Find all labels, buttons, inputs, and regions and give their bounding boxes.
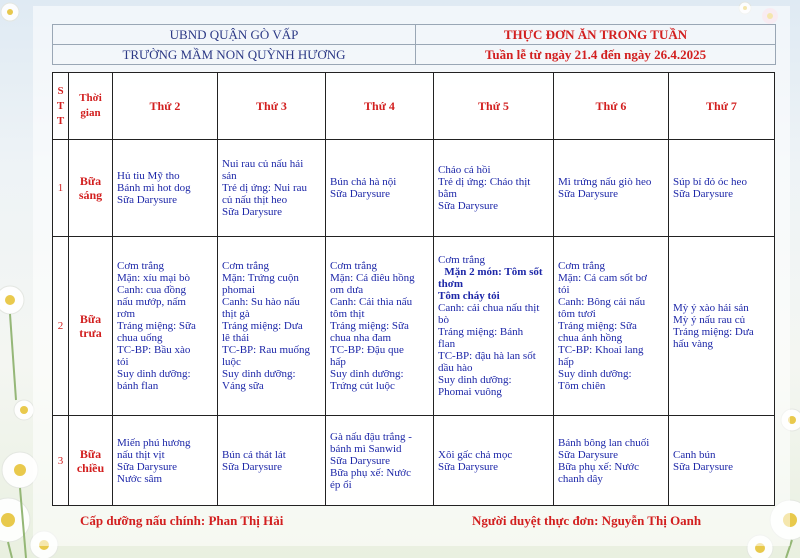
menu-line: Xôi gấc chả mọc bbox=[438, 448, 513, 461]
menu-line: Tôm chiên bbox=[558, 380, 606, 392]
menu-line: Mặn: Trứng cuộn bbox=[222, 272, 299, 284]
menu-line: Sữa Darysure bbox=[673, 188, 734, 200]
menu-line: chanh dây bbox=[558, 472, 603, 485]
menu-line: Tráng miệng: Dưa bbox=[673, 326, 754, 338]
menu-line: Canh: Su hào nấu bbox=[222, 296, 300, 308]
menu-line: Sữa Darysure bbox=[222, 460, 283, 473]
menu-line: Sữa Darysure bbox=[438, 200, 499, 212]
menu-cell bbox=[113, 140, 218, 237]
menu-line: Tôm cháy tỏi bbox=[438, 290, 500, 302]
menu-cell bbox=[434, 416, 554, 506]
menu-cell bbox=[113, 416, 218, 506]
menu-line: Tráng miệng: Sữa bbox=[117, 320, 196, 332]
menu-line: TC-BP: Rau muống bbox=[222, 344, 311, 356]
menu-line: nấu mướp, nấm bbox=[117, 296, 186, 308]
menu-line: Canh bún bbox=[673, 448, 716, 461]
district-name: UBND QUẬN GÒ VẤP bbox=[53, 25, 416, 45]
menu-line: Sữa Darysure bbox=[117, 460, 178, 473]
menu-cell bbox=[326, 237, 434, 416]
menu-line: Tráng miệng: Dưa bbox=[222, 320, 303, 332]
menu-cell bbox=[554, 237, 669, 416]
menu-cell bbox=[669, 140, 775, 237]
menu-line: Canh: Bông cải nấu bbox=[558, 296, 646, 308]
menu-line: Mì trứng nấu giò heo bbox=[558, 176, 652, 188]
meal-time: Bữa trưa bbox=[69, 237, 113, 416]
menu-line: Cơm trắng bbox=[222, 260, 270, 272]
menu-line: bánh mì Sanwid bbox=[330, 442, 402, 455]
menu-line: ép ổi bbox=[330, 478, 352, 491]
menu-line: hấp bbox=[330, 356, 346, 368]
day-header: Thứ 2 bbox=[113, 73, 218, 140]
menu-line: thơm bbox=[438, 278, 464, 290]
menu-line: Váng sữa bbox=[222, 380, 264, 392]
school-name: TRƯỜNG MẦM NON QUỲNH HƯƠNG bbox=[53, 45, 416, 65]
table-row bbox=[53, 416, 775, 506]
menu-cell bbox=[669, 416, 775, 506]
menu-line: Canh: cải chua nấu thịt bbox=[438, 302, 540, 314]
menu-line: Suy dinh dưỡng: bbox=[330, 368, 404, 380]
time-header: Thời gian bbox=[69, 73, 113, 140]
row-number: 3 bbox=[53, 416, 69, 506]
day-header: Thứ 7 bbox=[669, 73, 775, 140]
approver-signature: Người duyệt thực đơn: Nguyễn Thị Oanh bbox=[472, 513, 702, 528]
meal-time: Bữa sáng bbox=[69, 140, 113, 237]
menu-line: Suy dinh dưỡng: bbox=[117, 368, 191, 380]
menu-line: Cơm trắng bbox=[438, 254, 486, 266]
menu-line: Sữa Darysure bbox=[673, 460, 734, 473]
chef-signature: Cấp dưỡng nấu chính: Phan Thị Hải bbox=[80, 513, 284, 528]
menu-line: bánh flan bbox=[117, 380, 159, 392]
week-range: Tuần lễ từ ngày 21.4 đến ngày 26.4.2025 bbox=[416, 45, 776, 65]
menu-cell bbox=[113, 237, 218, 416]
menu-cell bbox=[218, 140, 326, 237]
menu-line: Trứng cút luộc bbox=[330, 380, 395, 392]
menu-line: Nước sâm bbox=[117, 472, 163, 485]
table-row bbox=[53, 140, 775, 237]
menu-line: tôm thịt bbox=[330, 308, 365, 320]
menu-line: Sữa Darysure bbox=[117, 194, 178, 206]
menu-title: THỰC ĐƠN ĂN TRONG TUẦN bbox=[416, 25, 776, 45]
menu-line: sản bbox=[222, 170, 237, 182]
menu-line: hấp bbox=[558, 356, 574, 368]
menu-line: Bún chả hà nội bbox=[330, 176, 397, 188]
menu-cell bbox=[434, 140, 554, 237]
menu-line: Sữa Darysure bbox=[438, 460, 499, 473]
row-number: 1 bbox=[53, 140, 69, 237]
menu-line: om dưa bbox=[330, 284, 364, 296]
menu-line: TC-BP: Đậu que bbox=[330, 344, 404, 356]
table-row bbox=[53, 237, 775, 416]
menu-line: dầu hào bbox=[438, 362, 473, 374]
day-header: Thứ 6 bbox=[554, 73, 669, 140]
menu-line: Mặn: Cá cam sốt bơ bbox=[558, 272, 647, 284]
menu-line: Trẻ dị ứng: Nui rau bbox=[222, 182, 307, 194]
menu-cell bbox=[554, 416, 669, 506]
menu-line: Súp bí đỏ óc heo bbox=[673, 176, 747, 188]
menu-line: lê thái bbox=[222, 332, 250, 344]
menu-line: Bữa phụ xế: Nước bbox=[330, 466, 411, 479]
table-header-row bbox=[53, 73, 775, 140]
menu-line: Sữa Darysure bbox=[558, 448, 619, 461]
menu-line: tôm tươi bbox=[558, 308, 596, 320]
menu-line: Tráng miệng: Sữa bbox=[330, 320, 409, 332]
document-header bbox=[52, 24, 776, 65]
menu-line: flan bbox=[438, 338, 456, 350]
meal-time: Bữa chiều bbox=[69, 416, 113, 506]
menu-line: TC-BP: Bầu xào bbox=[117, 344, 191, 356]
menu-line: Bún cá thát lát bbox=[222, 448, 286, 461]
menu-line: Canh: Cải thìa nấu bbox=[330, 296, 413, 308]
menu-line: Mỳ ý xào hải sản bbox=[673, 302, 749, 314]
menu-line: thịt gà bbox=[222, 308, 250, 320]
menu-line: Canh: cua đồng bbox=[117, 284, 187, 296]
menu-line: Sữa Darysure bbox=[330, 454, 391, 467]
menu-line: Trẻ dị ứng: Cháo thịt bbox=[438, 176, 531, 188]
stt-header: S T T bbox=[53, 73, 69, 140]
menu-cell bbox=[554, 140, 669, 237]
menu-line: Cơm trắng bbox=[330, 260, 378, 272]
menu-line: Mặn 2 món: Tôm sốt bbox=[444, 266, 543, 278]
menu-line: Hủ tiu Mỹ tho bbox=[117, 170, 180, 182]
menu-line: nấu thịt vịt bbox=[117, 448, 165, 461]
menu-line: Sữa Darysure bbox=[330, 188, 391, 200]
menu-cell bbox=[434, 237, 554, 416]
menu-line: chua ánh hồng bbox=[558, 332, 623, 344]
menu-line: tỏi bbox=[558, 284, 570, 296]
menu-line: TC-BP: Khoai lang bbox=[558, 344, 644, 356]
menu-cell bbox=[669, 237, 775, 416]
menu-line: hấu vàng bbox=[673, 338, 714, 350]
menu-line: phomai bbox=[222, 284, 255, 296]
menu-cell bbox=[218, 416, 326, 506]
weekly-menu-table bbox=[52, 72, 775, 506]
menu-cell bbox=[218, 237, 326, 416]
menu-line: Sữa Darysure bbox=[222, 206, 283, 218]
menu-line: chua uống bbox=[117, 332, 163, 344]
menu-line: Bữa phụ xế: Nước bbox=[558, 460, 639, 473]
menu-line: Nui rau củ nấu hải bbox=[222, 158, 304, 170]
menu-line: Suy dinh dưỡng: bbox=[558, 368, 632, 380]
menu-line: chua nha đam bbox=[330, 332, 392, 344]
menu-line: Cơm trắng bbox=[117, 260, 165, 272]
menu-line: TC-BP: đậu hà lan sốt bbox=[438, 350, 536, 362]
menu-line: Sữa Darysure bbox=[558, 188, 619, 200]
menu-line: Mặn: xíu mại bò bbox=[117, 272, 191, 284]
row-number: 2 bbox=[53, 237, 69, 416]
menu-line: Tráng miệng: Bánh bbox=[438, 326, 524, 338]
menu-line: Phomai vuông bbox=[438, 386, 502, 398]
menu-line: Gà nấu đậu trắng - bbox=[330, 430, 412, 443]
menu-line: bằm bbox=[438, 188, 457, 200]
menu-line: tỏi bbox=[117, 356, 129, 368]
menu-line: Suy dinh dưỡng: bbox=[222, 368, 296, 380]
menu-line: rơm bbox=[117, 308, 136, 320]
day-header: Thứ 5 bbox=[434, 73, 554, 140]
menu-line: luộc bbox=[222, 356, 241, 368]
menu-line: củ nấu thịt heo bbox=[222, 194, 288, 206]
menu-line: Cháo cá hồi bbox=[438, 164, 491, 176]
day-header: Thứ 4 bbox=[326, 73, 434, 140]
menu-line: Tráng miệng: Sữa bbox=[558, 320, 637, 332]
menu-cell bbox=[326, 416, 434, 506]
menu-line: bò bbox=[438, 314, 449, 326]
menu-line: Mỳ ý nấu rau củ bbox=[673, 314, 746, 326]
menu-line: Mặn: Cá điêu hồng bbox=[330, 272, 415, 284]
day-header: Thứ 3 bbox=[218, 73, 326, 140]
menu-line: Miến phú hương bbox=[117, 436, 191, 449]
menu-line: Bánh bông lan chuối bbox=[558, 436, 650, 449]
menu-line: Cơm trắng bbox=[558, 260, 606, 272]
menu-line: Suy dinh dưỡng: bbox=[438, 374, 512, 386]
menu-cell bbox=[326, 140, 434, 237]
menu-line: Bánh mì hot dog bbox=[117, 182, 191, 194]
